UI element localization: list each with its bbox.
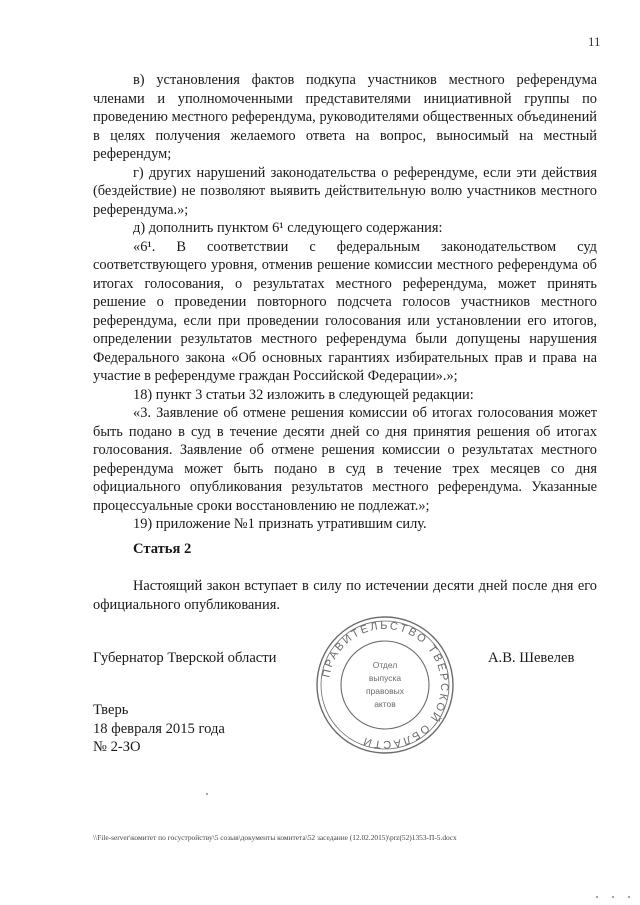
signatory-title: Губернатор Тверской области [93, 650, 277, 666]
document-body [93, 71, 597, 534]
article-heading: Статья 2 [133, 541, 192, 557]
signatory-name: А.В. Шевелев [488, 650, 575, 666]
scan-speck [206, 793, 208, 795]
closing-paragraph: Настоящий закон вступает в силу по истечении десяти дней после дня его официального опубликования. [93, 578, 597, 613]
seal-inner-line: Отдел [372, 660, 398, 670]
seal-inner-line: выпуска [368, 673, 402, 683]
page-number: 11 [588, 34, 601, 49]
paragraph-3: «3. Заявление об отмене решения комиссии об итогах голосования может быть подано в суд в течение десяти дней со дня принятия решения об итогах голосования. Заявление об отмене решения комиссии о результатах местного референдума может быть подано в суд в течение трех месяцев со дня официального опубликования результатов местного референдума. Указанные процессуальные сроки восстановлению не подлежат.»; [93, 405, 597, 514]
signing-city: Тверь [93, 702, 129, 718]
scan-speck [612, 896, 614, 898]
paragraph-6-1: «6¹. В соответствии с федеральным законодательством суд соответствующего уровня, отменив решение комиссии местного референдума об итогах голосования, о результатах местного референдума, может принять решение о проведении повторного подсчета голосов участников местного референдума, если при проведении голосования или установлении его итогов, определении результатов местного референдума были допущены нарушения Федерального закона «Об основных гарантиях избирательных прав и права на участие в референдуме граждан Российской Федерации».»; [93, 238, 597, 384]
paragraph-d: д) дополнить пунктом 6¹ следующего содержания: [133, 220, 443, 236]
signing-date: 18 февраля 2015 года [93, 720, 225, 737]
seal-inner-line: актов [374, 699, 396, 709]
paragraph-v: в) установления фактов подкупа участников местного референдума членами и уполномоченными представителями инициативной группы по проведению местного референдума, руководителями общественных объединений в целях получения желаемого ответа на вопрос, выносимый на местный референдум; [93, 72, 597, 162]
scan-speck [628, 896, 630, 898]
scan-speck [596, 896, 598, 898]
official-seal [310, 610, 460, 760]
seal-outer-text: ПРАВИТЕЛЬСТВО ТВЕРСКОЙ ОБЛАСТИ [320, 619, 451, 751]
paragraph-19: 19) приложение №1 признать утратившим силу. [133, 516, 427, 532]
paragraph-18: 18) пункт 3 статьи 32 изложить в следующей редакции: [133, 386, 474, 403]
footer-file-path: \\File-server\комитет по госустройству\5 созыв\документы комитета\52 заседание (12.02.2015)\prz(52)1353-П-5.docx [93, 833, 457, 842]
seal-inner-line: правовых [365, 686, 405, 696]
paragraph-g: г) других нарушений законодательства о референдуме, если эти действия (бездействие) не позволяют выявить действительную волю участников местного референдума.»; [93, 164, 597, 218]
law-number: № 2-ЗО [93, 739, 141, 755]
signing-info [93, 701, 225, 757]
